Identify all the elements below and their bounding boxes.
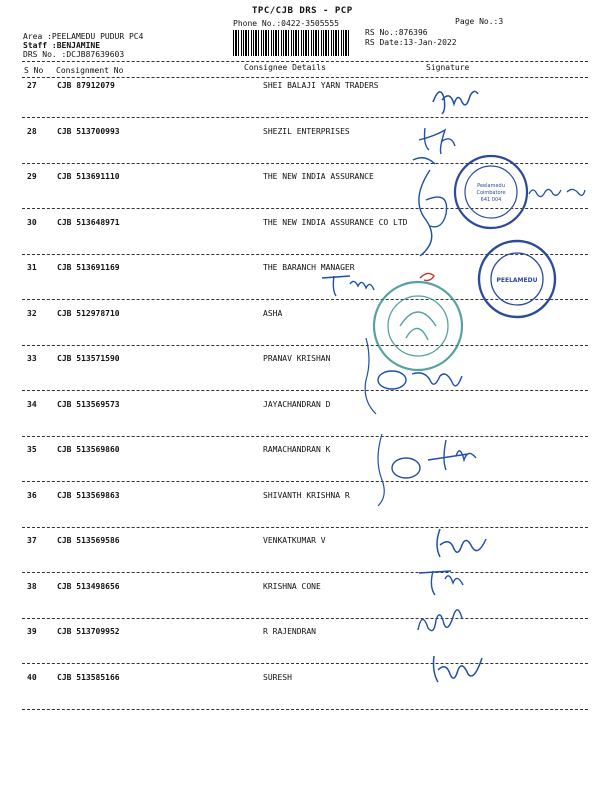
row-sno: 31 xyxy=(27,263,37,272)
row-consignee: RAMACHANDRAN K xyxy=(263,445,331,454)
row-divider xyxy=(22,390,588,391)
row-divider xyxy=(22,481,588,482)
signature-35-36 xyxy=(368,430,498,510)
row-consignee: THE NEW INDIA ASSURANCE xyxy=(263,172,374,181)
row-divider xyxy=(22,117,588,118)
row-divider xyxy=(22,527,588,528)
table-row xyxy=(0,536,600,582)
row-consignee: R RAJENDRAN xyxy=(263,627,316,636)
row-consignee: SHIVANTH KRISHNA R xyxy=(263,491,350,500)
row-sno: 28 xyxy=(27,127,37,136)
row-consignment: CJB 512978710 xyxy=(57,309,120,318)
column-consignee: Consignee Details xyxy=(244,63,326,72)
rs-number: RS No.:876396 xyxy=(365,28,428,37)
row-sno: 29 xyxy=(27,172,37,181)
signature-40 xyxy=(428,650,488,690)
row-divider xyxy=(22,572,588,573)
document-title: TPC/CJB DRS - PCP xyxy=(252,6,353,16)
row-consignment: CJB 513569863 xyxy=(57,491,120,500)
table-row xyxy=(0,491,600,537)
row-sno: 40 xyxy=(27,673,37,682)
row-consignment: CJB 513569860 xyxy=(57,445,120,454)
header-rule-bottom xyxy=(22,77,588,78)
row-consignment: CJB 513700993 xyxy=(57,127,120,136)
row-consignment: CJB 513691110 xyxy=(57,172,120,181)
row-consignee: THE NEW INDIA ASSURANCE CO LTD xyxy=(263,218,408,227)
staff-label: Staff :BENJAMINE xyxy=(23,41,101,50)
communication-stamp xyxy=(370,278,466,374)
row-sno: 30 xyxy=(27,218,37,227)
row-consignee: SHEZIL ENTERPRISES xyxy=(263,127,350,136)
row-consignee: KRISHNA CONE xyxy=(263,582,321,591)
row-consignment: CJB 513569573 xyxy=(57,400,120,409)
row-consignment: CJB 513498656 xyxy=(57,582,120,591)
signature-37 xyxy=(430,525,500,565)
page-number: Page No.:3 xyxy=(455,17,504,26)
svg-text:641 004: 641 004 xyxy=(480,197,502,203)
svg-text:Coimbatore: Coimbatore xyxy=(476,190,506,196)
bank-stamp xyxy=(476,238,558,320)
row-consignment: CJB 513571590 xyxy=(57,354,120,363)
row-divider xyxy=(22,709,588,710)
row-consignment: CJB 87912079 xyxy=(57,81,115,90)
row-sno: 36 xyxy=(27,491,37,500)
row-sno: 38 xyxy=(27,582,37,591)
table-row xyxy=(0,673,600,719)
signature-39 xyxy=(412,600,472,640)
row-divider xyxy=(22,618,588,619)
row-consignee: JAYACHANDRAN D xyxy=(263,400,331,409)
row-divider xyxy=(22,345,588,346)
row-consignee: ASHA xyxy=(263,309,283,318)
row-consignee: PRANAV KRISHAN xyxy=(263,354,331,363)
insurance-stamp xyxy=(452,153,530,231)
row-sno: 35 xyxy=(27,445,37,454)
row-consignee: VENKATKUMAR V xyxy=(263,536,326,545)
row-divider xyxy=(22,436,588,437)
column-consignment: Consignment No xyxy=(56,66,124,75)
row-sno: 32 xyxy=(27,309,37,318)
barcode xyxy=(233,30,351,56)
rs-date: RS Date:13-Jan-2022 xyxy=(365,38,457,47)
row-consignment: CJB 513709952 xyxy=(57,627,120,636)
signature-38 xyxy=(415,565,475,600)
row-consignment: CJB 513648971 xyxy=(57,218,120,227)
table-row xyxy=(0,627,600,673)
header-rule-top xyxy=(22,61,588,62)
row-consignment: CJB 513569586 xyxy=(57,536,120,545)
svg-text:PEELAMEDU: PEELAMEDU xyxy=(496,277,538,284)
signature-27 xyxy=(428,80,488,120)
row-sno: 39 xyxy=(27,627,37,636)
row-sno: 34 xyxy=(27,400,37,409)
row-sno: 33 xyxy=(27,354,37,363)
row-consignment: CJB 513691169 xyxy=(57,263,120,272)
table-row xyxy=(0,354,600,400)
row-consignee: THE BARANCH MANAGER xyxy=(263,263,355,272)
table-row xyxy=(0,400,600,446)
phone-number: Phone No.:0422-3505555 xyxy=(233,19,339,28)
row-consignment: CJB 513585166 xyxy=(57,673,120,682)
row-sno: 27 xyxy=(27,81,37,90)
row-consignee: SURESH xyxy=(263,673,292,682)
svg-text:Peelamedu: Peelamedu xyxy=(477,183,505,189)
row-consignee: SHEI BALAJI YARN TRADERS xyxy=(263,81,379,90)
column-signature: Signature xyxy=(426,63,470,72)
signature-29-tamil xyxy=(527,182,587,202)
drs-number: DRS No. :DCJB87639603 xyxy=(23,50,125,59)
table-row xyxy=(0,582,600,628)
column-sno: S No xyxy=(24,66,44,75)
row-sno: 37 xyxy=(27,536,37,545)
table-row xyxy=(0,445,600,491)
area-label: Area :PEELAMEDU PUDUR PC4 xyxy=(23,32,144,41)
table-row xyxy=(0,81,600,127)
row-divider xyxy=(22,663,588,664)
